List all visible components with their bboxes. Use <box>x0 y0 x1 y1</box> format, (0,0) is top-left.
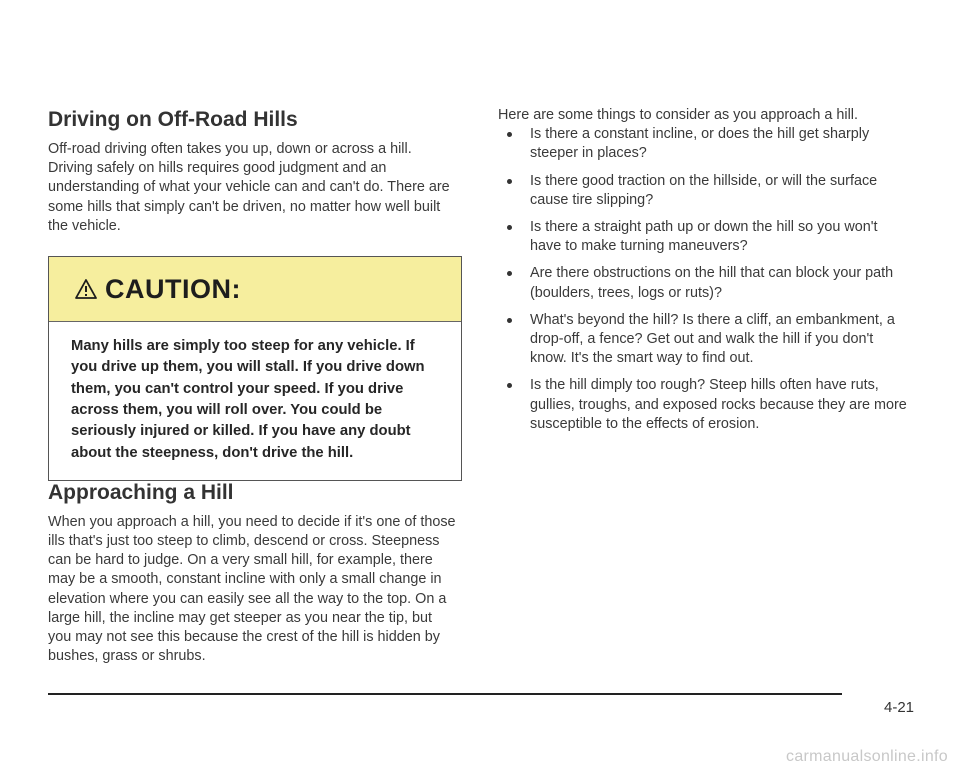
list-item-text: Is the hill dimply too rough? Steep hills often have ruts, gullies, troughs, and exposed rocks because they are more susceptible to the effects of erosion. <box>530 377 907 432</box>
site-watermark: carmanualsonline.info <box>786 748 948 765</box>
list-item-text: Is there a straight path up or down the hill so you won't have to make turning maneuvers? <box>530 219 878 255</box>
list-item <box>498 264 908 302</box>
bullet-icon <box>507 318 512 323</box>
left-column <box>48 108 458 666</box>
caution-box <box>48 256 462 481</box>
caution-header <box>49 257 461 322</box>
section-heading-offroad-hills: Driving on Off-Road Hills <box>48 108 298 131</box>
caution-text: Many hills are simply too steep for any vehicle. If you drive up them, you will stall. If you drive down them, you can't control your speed. If you drive across them, you will roll over. You could be seriously injured or killed. If you have any doubt about the steepness, don't drive the hill. <box>71 338 425 461</box>
approach-paragraph: When you approach a hill, you need to decide if it's one of those ills that's just too steep to climb, descend or cross. Steepness can be hard to judge. On a very small hill, for example, there may be a smooth, constant incline with only a small change in elevation where you can easily see all the way to the top. On a large hill, the incline may get steeper as you near the tip, but you may not see this because the crest of the hill is hidden by bushes, grass or shrubs. <box>48 513 456 665</box>
hill-checklist <box>498 125 908 434</box>
list-item <box>498 218 908 256</box>
section-heading-approaching: Approaching a Hill <box>48 480 234 504</box>
bullet-icon <box>507 271 512 276</box>
bullet-icon <box>507 225 512 230</box>
footer-divider <box>48 693 842 695</box>
right-column <box>498 106 908 442</box>
warning-triangle-icon <box>75 279 97 299</box>
list-item-text: Is there good traction on the hillside, or will the surface cause tire slipping? <box>530 172 878 208</box>
bullet-icon <box>507 179 512 184</box>
list-item <box>498 172 908 210</box>
bullet-icon <box>507 383 512 388</box>
checklist-intro: Here are some things to consider as you approach a hill. <box>498 107 858 123</box>
list-item <box>498 376 908 434</box>
caution-title: CAUTION: <box>105 273 241 304</box>
list-item-text: Are there obstructions on the hill that can block your path (boulders, trees, logs or ruts)? <box>530 265 894 301</box>
list-item-text: What's beyond the hill? Is there a cliff, an embankment, a drop-off, a fence? Get out and walk the hill if you don't know. It's the smart way to find out. <box>530 311 895 367</box>
intro-paragraph: Off-road driving often takes you up, down or across a hill. Driving safely on hills requires good judgment and an understanding of what your vehicle can and can't do. There are some hills that simply can't be driven, no matter how well built the vehicle. <box>48 141 450 234</box>
page-number: 4-21 <box>884 699 915 716</box>
list-item-text: Is there a constant incline, or does the hill get sharply steeper in places? <box>530 126 870 162</box>
bullet-icon <box>507 132 512 137</box>
list-item <box>498 125 908 163</box>
list-item <box>498 311 908 369</box>
